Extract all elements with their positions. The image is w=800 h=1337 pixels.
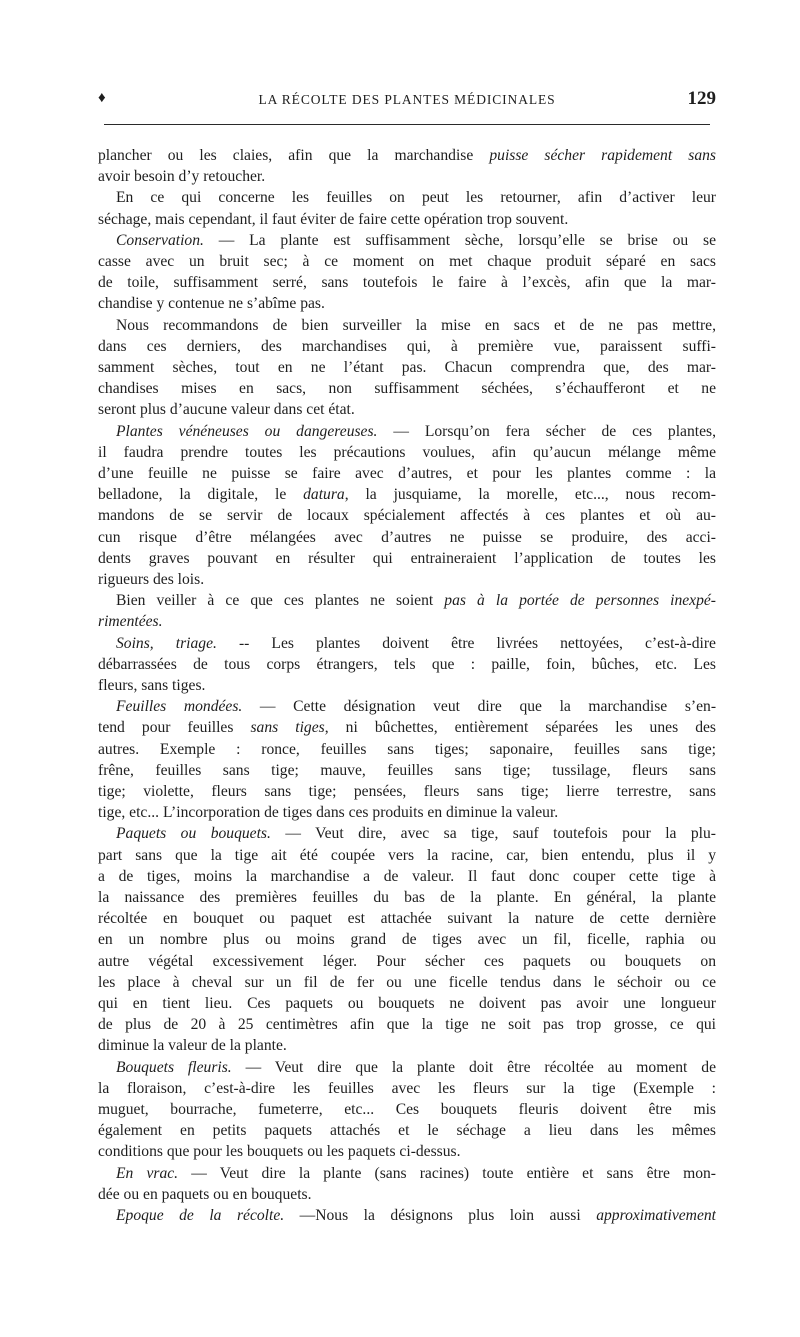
text-run: casse avec un bruit sec; à ce moment on met chaque produit séparé en sacs [98, 253, 716, 270]
text-line [98, 951, 716, 972]
text-line [98, 929, 716, 950]
text-line [98, 1141, 716, 1162]
text-run: fleurs, sans tiges. [98, 677, 206, 694]
page-number: 129 [687, 88, 716, 109]
text-line [98, 548, 716, 569]
text-run: — Veut dire que la plante doit être récoltée au moment de [231, 1058, 716, 1076]
text-line [98, 908, 716, 929]
text-run: de toile, suffisamment serré, sans toutefois le faire à l’excès, afin que la mar- [98, 274, 716, 292]
header-rule [104, 124, 710, 125]
text-line [98, 866, 716, 887]
text-run: autre végétal excessivement léger. Pour sécher ces paquets ou bouquets on [98, 952, 716, 970]
text-line [98, 209, 716, 230]
text-line [98, 972, 716, 993]
text-run: —Nous la désignons plus loin aussi [284, 1207, 597, 1224]
text-run: cun risque d’être mélangées avec d’autres ne puisse se produire, des acci- [98, 528, 716, 546]
text-run: avoir besoin d’y retoucher. [98, 168, 266, 186]
text-line [98, 442, 716, 463]
text-run: dans ces derniers, des marchandises qui, à première vue, paraissent suffi- [98, 337, 716, 355]
italic-run: En vrac. [116, 1164, 179, 1182]
text-run: seront plus d’aucune valeur dans cet état. [98, 401, 355, 419]
text-line [98, 717, 716, 738]
italic-run: Plantes vénéneuses ou dangereuses. [116, 422, 378, 440]
text-run: — Veut dire la plante (sans racines) toute entière et sans être mon- [178, 1164, 716, 1182]
text-run: frêne, feuilles sans tige; mauve, feuilles sans tige; tussilage, fleurs sans [98, 761, 716, 779]
text-line [116, 696, 716, 717]
text-line [98, 527, 716, 548]
text-run: en un nombre plus ou moins grand de tiges avec un fil, ficelle, raphia ou [98, 931, 716, 949]
text-run: — Veut dire, avec sa tige, sauf toutefois pour la plu- [270, 825, 716, 843]
text-line [98, 145, 716, 166]
text-line [116, 590, 716, 611]
text-line [98, 654, 716, 675]
text-run: débarrassées de tous corps étrangers, tels que : paille, foin, bûches, etc. Les [98, 655, 716, 673]
page-header [98, 88, 716, 112]
text-run: d’une feuille ne puisse se faire avec d’autres, et pour les plantes comme : la [98, 465, 716, 482]
text-run: qui en tient lieu. Ces paquets ou bouquets ne doivent pas avoir une longueur [98, 995, 716, 1012]
italic-run: datura [303, 486, 345, 504]
text-line [98, 993, 716, 1014]
text-run: a de tiges, moins la marchandise a de valeur. Il faut donc couper cette tige à [98, 867, 716, 885]
text-line [98, 166, 716, 187]
text-line [98, 739, 716, 760]
text-run: les place à cheval sur un fil de fer ou une ficelle tendus dans le séchoir ou ce [98, 973, 716, 991]
text-run: samment sèches, tout en ne l’étant pas. Chacun comprendra que, des mar- [98, 359, 716, 376]
italic-run: Bouquets fleuris. [116, 1058, 232, 1076]
text-run: également en petits paquets attachés et le séchage a lieu dans les mêmes [98, 1122, 716, 1140]
text-run: Bien veiller à ce que ces plantes ne soient [116, 592, 445, 610]
text-run: autres. Exemple : ronce, feuilles sans tiges; saponaire, feuilles sans tige; [98, 740, 716, 758]
text-run: -- Les plantes doivent être livrées nettoyées, c’est-à-dire [216, 634, 716, 652]
text-line [98, 1014, 716, 1035]
text-line [98, 357, 716, 378]
text-line [98, 569, 716, 590]
text-line [98, 399, 716, 420]
text-run: rigueurs des lois. [98, 571, 205, 588]
text-run: la floraison, c’est-à-dire les feuilles avec les fleurs sur la tige (Exemple : [98, 1079, 716, 1097]
text-run: dents graves pouvant en résulter qui entraineraient l’application de toutes les [98, 549, 716, 567]
text-line [116, 1163, 716, 1184]
italic-run: Feuilles mondées. [116, 698, 243, 716]
italic-run: Conservation. [116, 231, 204, 249]
text-line [98, 887, 716, 908]
text-run: muguet, bourrache, fumeterre, etc... Ces bouquets fleuris doivent être mis [98, 1101, 716, 1118]
text-run: En ce qui concerne les feuilles on peut les retourner, afin d’activer leur [116, 189, 716, 207]
italic-run: puisse sécher rapidement sans [489, 147, 716, 164]
text-run: belladone, la digitale, le [98, 486, 304, 504]
text-run: conditions que pour les bouquets ou les paquets ci-dessus. [98, 1143, 461, 1161]
text-line [98, 1120, 716, 1141]
text-line [98, 463, 716, 484]
text-line [116, 421, 716, 442]
text-line [98, 802, 716, 823]
text-run: — Lorsqu’on fera sécher de ces plantes, [377, 422, 716, 440]
italic-run: Epoque de la récolte. [116, 1207, 285, 1224]
text-line [98, 293, 716, 314]
text-line [98, 611, 716, 632]
text-line [116, 823, 716, 844]
italic-run: approximativement [596, 1207, 716, 1224]
text-line [98, 845, 716, 866]
italic-run: pas à la portée de personnes inexpé- [444, 592, 716, 610]
text-run: récoltée en bouquet ou paquet est attachée suivant la nature de cette dernière [98, 910, 716, 928]
text-run: , la jusquiame, la morelle, etc..., nous recom- [344, 486, 716, 504]
text-run: tend pour feuilles [98, 719, 251, 737]
text-run: diminue la valeur de la plante. [98, 1037, 287, 1055]
text-run: dée ou en paquets ou en bouquets. [98, 1185, 312, 1203]
text-line [98, 781, 716, 802]
text-run: chandise y contenue ne s’abîme pas. [98, 295, 325, 313]
text-run: la naissance des premières feuilles du bas de la plante. En général, la plante [98, 889, 716, 906]
text-run: chandises mises en sacs, non suffisamment séchées, s’échaufferont et ne [98, 380, 716, 398]
text-line [98, 251, 716, 272]
text-line [98, 1035, 716, 1056]
italic-run: Paquets ou bouquets. [116, 825, 271, 843]
italic-run: Soins, triage. [116, 634, 217, 652]
text-line [98, 760, 716, 781]
header-ornament: ♦ [98, 90, 106, 106]
text-run: — Cette désignation veut dire que la marchandise s’en- [242, 698, 716, 716]
text-line [98, 336, 716, 357]
text-line [98, 378, 716, 399]
text-run: — La plante est suffisamment sèche, lorsqu’elle se brise ou se [203, 231, 716, 249]
text-line [116, 315, 716, 336]
text-line [98, 272, 716, 293]
text-line [116, 230, 716, 251]
text-line [98, 505, 716, 526]
text-line [116, 187, 716, 208]
running-title: LA RÉCOLTE DES PLANTES MÉDICINALES [258, 92, 556, 107]
text-run: il faudra prendre toutes les précautions voulues, afin qu’aucun mélange même [98, 443, 716, 461]
text-line [116, 1057, 716, 1078]
text-run: séchage, mais cependant, il faut éviter de faire cette opération trop souvent. [98, 210, 569, 228]
text-line [98, 1099, 716, 1120]
text-line [98, 1184, 716, 1205]
text-line [116, 1205, 716, 1226]
text-run: part sans que la tige ait été coupée vers la racine, car, bien entendu, plus il y [98, 846, 716, 864]
italic-run: sans tiges [250, 719, 325, 737]
text-line [98, 1078, 716, 1099]
text-run: Nous recommandons de bien surveiller la mise en sacs et de ne pas mettre, [116, 316, 716, 334]
text-run: de plus de 20 à 25 centimètres afin que la tige ne soit pas trop grosse, ce qui [98, 1016, 716, 1034]
text-run: , ni bûchettes, entièrement séparées les unes des [324, 719, 716, 737]
text-run: mandons de se servir de locaux spécialement affectés à ces plantes et où au- [98, 507, 716, 525]
text-line [116, 633, 716, 654]
text-run: plancher ou les claies, afin que la marchandise [98, 147, 490, 164]
text-line [98, 484, 716, 505]
text-run: tige; violette, fleurs sans tige; pensées, fleurs sans tige; lierre terrestre, sans [98, 783, 716, 800]
text-run: tige, etc... L’incorporation de tiges dans ces produits en diminue la valeur. [98, 804, 559, 822]
italic-run: rimentées. [98, 613, 163, 631]
text-line [98, 675, 716, 696]
